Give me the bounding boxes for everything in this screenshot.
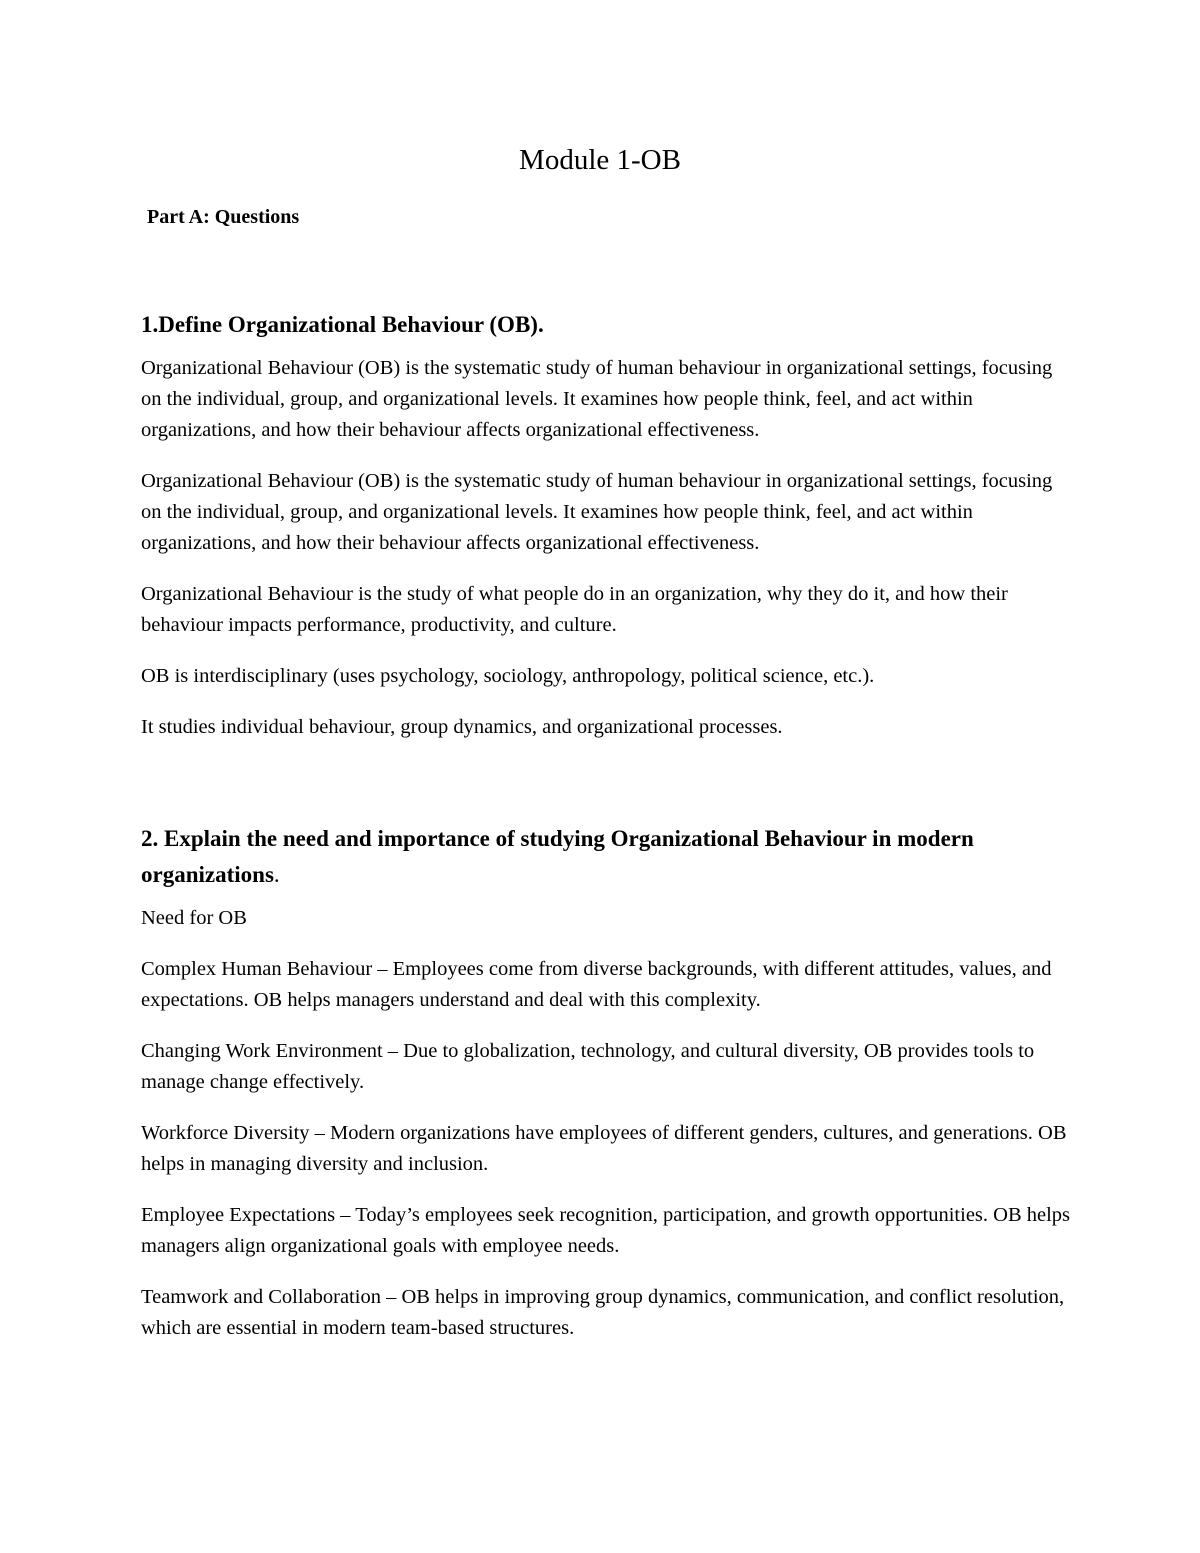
question-2 — [141, 821, 1071, 1344]
page-subtitle: Part A: Questions — [147, 206, 300, 228]
paragraph: OB is interdisciplinary (uses psychology, sociology, anthropology, political science, etc.). — [141, 665, 875, 687]
paragraph: It studies individual behaviour, group dynamics, and organizational processes. — [141, 716, 783, 738]
paragraph: Workforce Diversity – Modern organizations have employees of different genders, cultures, and generations. OB helps in managing diversity and inclusion. — [141, 1122, 1067, 1175]
paragraph: Organizational Behaviour is the study of what people do in an organization, why they do it, and how their behaviour impacts performance, productivity, and culture. — [141, 583, 1008, 636]
paragraph: Organizational Behaviour (OB) is the systematic study of human behaviour in organizational settings, focusing on the individual, group, and organizational levels. It examines how people think, feel, and act within organizations, and how their behaviour affects organizational effectiveness. — [141, 470, 1053, 554]
paragraph: Organizational Behaviour (OB) is the systematic study of human behaviour in organizational settings, focusing on the individual, group, and organizational levels. It examines how people think, feel, and act within organizations, and how their behaviour affects organizational effectiveness. — [141, 357, 1053, 441]
paragraph: Need for OB — [141, 907, 247, 929]
document-body — [141, 307, 1071, 1364]
paragraph: Changing Work Environment – Due to globalization, technology, and cultural diversity, OB provides tools to manage change effectively. — [141, 1040, 1035, 1093]
question-heading: 2. Explain the need and importance of studying Organizational Behaviour in modern organizations. — [141, 826, 974, 887]
paragraph: Employee Expectations – Today’s employees seek recognition, participation, and growth opportunities. OB helps managers align organizational goals with employee needs. — [141, 1204, 1071, 1257]
question-1 — [141, 307, 1071, 743]
paragraph: Teamwork and Collaboration – OB helps in improving group dynamics, communication, and conflict resolution, which are essential in modern team-based structures. — [141, 1286, 1065, 1339]
paragraph: Complex Human Behaviour – Employees come from diverse backgrounds, with different attitudes, values, and expectations. OB helps managers understand and deal with this complexity. — [141, 958, 1052, 1011]
section-spacer — [141, 763, 1071, 821]
page-title: Module 1-OB — [519, 144, 681, 176]
question-heading: 1.Define Organizational Behaviour (OB). — [141, 312, 544, 337]
